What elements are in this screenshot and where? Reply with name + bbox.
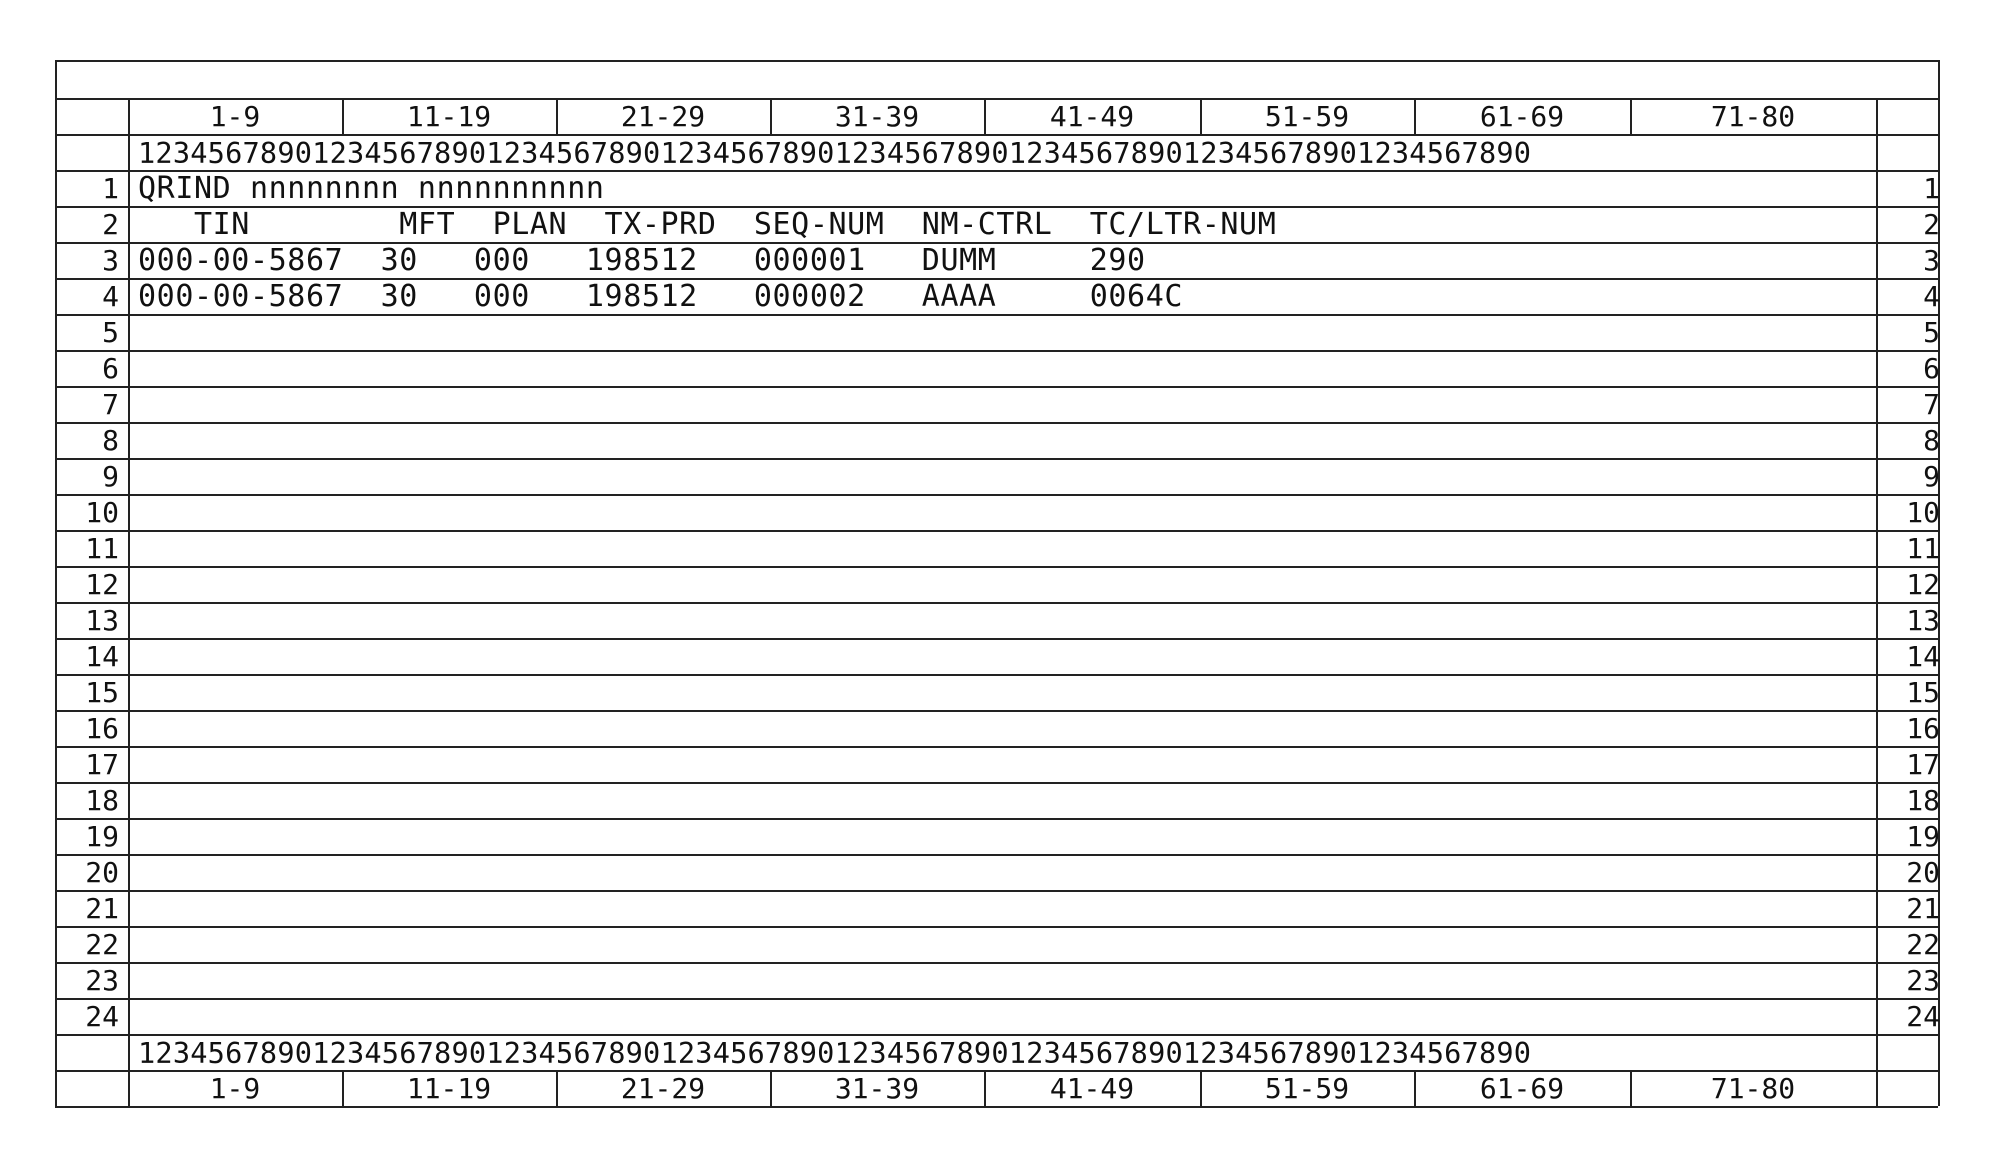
grid-hline [55,890,1938,892]
grid-hline [55,422,1938,424]
row-number-right: 4 [1923,280,1940,313]
grid-hline [55,926,1938,928]
ruler-range-bottom: 11-19 [406,1072,492,1105]
row-number-right: 16 [1906,712,1940,745]
row-number-right: 21 [1906,892,1940,925]
row-number-left: 4 [102,280,119,313]
grid-hline [55,458,1938,460]
row-number-right: 23 [1906,964,1940,997]
row-number-left: 18 [85,784,119,817]
row-number-right: 18 [1906,784,1940,817]
row-number-left: 15 [85,676,119,709]
screen-row-text: 000-00-5867 30 000 198512 000001 DUMM 290 [138,243,1146,278]
grid-hline [55,746,1938,748]
grid-hline [55,818,1938,820]
row-number-left: 14 [85,640,119,673]
row-number-left: 11 [85,532,119,565]
ruler-range-top: 21-29 [620,100,706,133]
ruler-range-top: 71-80 [1710,100,1796,133]
row-number-left: 7 [102,388,119,421]
row-number-right: 15 [1906,676,1940,709]
grid-hline [55,566,1938,568]
row-number-left: 3 [102,244,119,277]
row-number-right: 13 [1906,604,1940,637]
row-number-left: 24 [85,1000,119,1033]
row-number-left: 19 [85,820,119,853]
row-number-left: 8 [102,424,119,457]
ruler-range-bottom: 71-80 [1710,1072,1796,1105]
row-number-right: 9 [1923,460,1940,493]
row-number-right: 2 [1923,208,1940,241]
row-number-right: 14 [1906,640,1940,673]
row-number-left: 13 [85,604,119,637]
row-number-right: 1 [1923,172,1940,205]
row-number-left: 21 [85,892,119,925]
row-number-right: 5 [1923,316,1940,349]
grid-hline [55,530,1938,532]
row-number-right: 12 [1906,568,1940,601]
row-number-left: 23 [85,964,119,997]
ruler-range-bottom: 31-39 [834,1072,920,1105]
row-number-left: 6 [102,352,119,385]
ruler-range-bottom: 1-9 [209,1072,261,1105]
ruler-range-top: 11-19 [406,100,492,133]
grid-hline [55,350,1938,352]
grid-hline [55,854,1938,856]
screen-row-text: QRIND nnnnnnnn nnnnnnnnnn [138,171,605,206]
grid-hline [55,674,1938,676]
grid-hline [55,782,1938,784]
row-number-right: 10 [1906,496,1940,529]
row-number-left: 10 [85,496,119,529]
row-number-right: 11 [1906,532,1940,565]
row-number-right: 17 [1906,748,1940,781]
row-number-right: 8 [1923,424,1940,457]
column-digits-bottom: 12345678901234567890123456789012345678901234567890123456789012345678901234567890 [138,1036,1532,1070]
row-number-right: 3 [1923,244,1940,277]
ruler-range-bottom: 61-69 [1479,1072,1565,1105]
ruler-range-top: 1-9 [209,100,261,133]
grid-vline [128,98,130,1106]
row-number-left: 5 [102,316,119,349]
row-number-left: 12 [85,568,119,601]
ruler-range-bottom: 51-59 [1264,1072,1350,1105]
ruler-range-top: 31-39 [834,100,920,133]
grid-hline [55,494,1938,496]
ruler-range-top: 61-69 [1479,100,1565,133]
grid-hline [55,998,1938,1000]
row-number-left: 20 [85,856,119,889]
grid-hline [55,602,1938,604]
row-number-left: 22 [85,928,119,961]
row-number-right: 6 [1923,352,1940,385]
column-digits-top: 12345678901234567890123456789012345678901234567890123456789012345678901234567890 [138,136,1532,170]
grid-hline [55,386,1938,388]
row-number-right: 20 [1906,856,1940,889]
row-number-right: 7 [1923,388,1940,421]
row-number-right: 24 [1906,1000,1940,1033]
grid-hline [55,962,1938,964]
grid-hline [55,710,1938,712]
row-number-left: 9 [102,460,119,493]
ruler-range-top: 51-59 [1264,100,1350,133]
grid-hline [55,638,1938,640]
screen-row-text: TIN MFT PLAN TX-PRD SEQ-NUM NM-CTRL TC/LTR-NUM [138,207,1277,242]
row-number-left: 17 [85,748,119,781]
grid-vline [1876,98,1878,1106]
row-number-left: 1 [102,172,119,205]
ruler-range-top: 41-49 [1049,100,1135,133]
ruler-range-bottom: 41-49 [1049,1072,1135,1105]
grid-hline [55,60,1938,62]
row-number-left: 16 [85,712,119,745]
ruler-range-bottom: 21-29 [620,1072,706,1105]
screen-row-text: 000-00-5867 30 000 198512 000002 AAAA 0064C [138,279,1184,314]
row-number-right: 19 [1906,820,1940,853]
row-number-left: 2 [102,208,119,241]
row-number-right: 22 [1906,928,1940,961]
